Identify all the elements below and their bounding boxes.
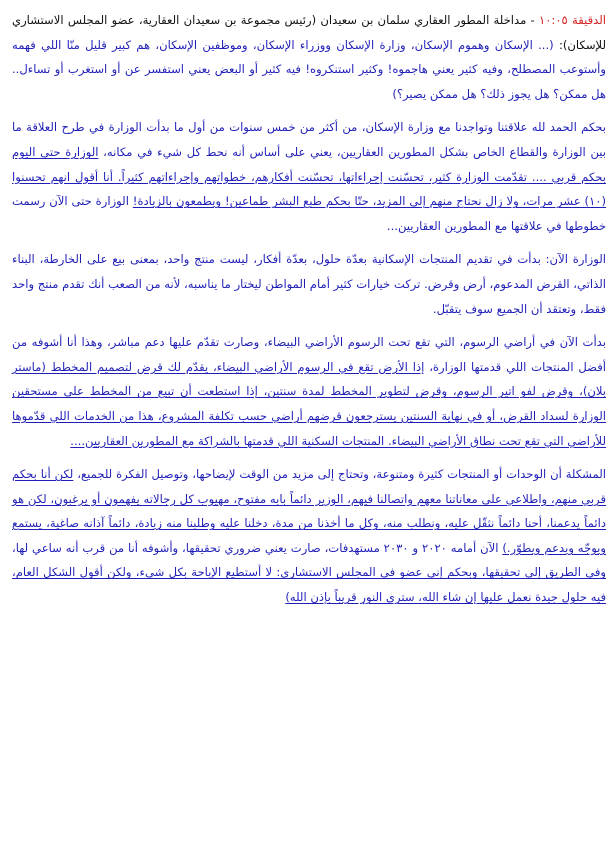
- paragraph-white-lands: [12, 330, 606, 453]
- paragraph-problem-text-a: المشكلة أن الوحدات أو المنتجات كثيرة ومتنوعة، وتحتاج إلى مزيد من الوقت لإيضاحها، وتوصيل الفكرة للجميع،: [73, 467, 606, 482]
- quote-opening: (... الإسكان وهموم الإسكان، وزارة الإسكان ووزراء الإسكان، وموظفين الإسكان، هم كبير قليل منّا اللي فهمه وأستوعب المصطلح، وفيه كثير يعني هاجموه! وكثير استنكروه! فيه كثير أو البعض يعني استفسر عن أو استغرب أو تساءل.. هل ممكن؟ هل يجوز ذلك؟ هل ممكن يصير؟): [12, 37, 606, 101]
- paragraph-white-lands-text-a: بدأت الآن في أراضي الرسوم، التي تقع تحت الرسوم الأراضي البيضاء، وصارت تقدّم عليها دعم مباشر، وهذا أنا أشوفه من أفضل المنتجات اللي قدمتها الوزارة،: [12, 335, 606, 374]
- paragraph-relationship-text-b: الوزارة حتى الآن رسمت خطوطها في علاقتها مع المطورين العقاريين...: [12, 194, 606, 233]
- paragraph-products-text: الوزارة الآن: بدأت في تقديم المنتجات الإسكانية بعدّة حلول، بعدّة أفكار، ليست منتج واحد، بمعنى بيع على الخارطة، البناء الذاتي، القرض المدعوم، أرض وقرض. تركت خيارات كثير أمام المواطن ليختار ما يناسبه، لأنه من الصعب أنك تقدم منتج واحد فقط، وتعتقد أن الجميع سوف يتقبّل.: [12, 252, 606, 316]
- paragraph-relationship-underlined: الوزارة حتى اليوم بحكم قربي .... تقدّمت الوزارة كثير، تحسّنت إجراءاتها، تحسّنت أفكارهم، خطواتهم وإجراءاتهم كثيراً. أنا أقول انهم تحسنوا (١٠) عشر مرات، ولا زال نحتاج منهم إلى المزيد، حتّا بحكم طبع البشر طماعين! ويطمعون بالزيادة!: [12, 144, 607, 209]
- speaker-intro: - مداخلة المطور العقاري سلمان بن سعيدان (رئيس مجموعة بن سعيدان العقارية، عضو المجلس الاستشاري للإسكان):: [12, 13, 606, 52]
- paragraph-white-lands-underlined: إذا الأرض تقع في الرسوم الأراضي البيضاء، يقدّم لك قرض لتصميم المخطط (ماستر بلان)، وقرض لفو اتير الرسوم، وقرض لتطوير المخطط لمدة سنتين، إذا استطعت أن تبيع من المخطط على مستحقين الوزارة لسداد القرض، أو في نهاية السنتين يسترجعون قرضهم أراضي حسب تكلفة المشروع، هذا من الخدمات اللي قدّموها للأراضي التي تقع تحت نطاق الأراضي البيضاء. المنتجات السكنية اللي قدمتها بالشراكة مع المطورين العقاريين....: [12, 359, 606, 448]
- paragraph-problem-underlined: لكن أنا بحكم قربي منهم، واطلاعي على معاناتنا معهم واتصالنا فيهم، الوزير دائماً بابه مفتوح، مهيوب كل رجالاته يفهمون أو يرغبون، لكن هو دائماً يدعمنا، أحنا دائماً نثقّل عليه، ونطلب منه، وكل ما أخذنا من مدة، دخلنا عليه وطلبنا منه زيادة، دائماً آذانه صاغية، يستمع ويوجّه ويدعم ويطوّر.): [12, 467, 607, 555]
- timestamp-label: الدقيقة ١٠:٠٥: [538, 13, 606, 27]
- paragraph-targets-underlined: وفي الطريق إلى تحقيقها، وبحكم إني عضو في المجلس الاستشاري: لا أستطيع الإباحة بكل شيء، ولكن أقول الشكل العام، فيه حلول جيدة نعمل عليها إن شاء الله، سترى النور قريباً بإذن الله): [12, 565, 606, 605]
- paragraph-relationship: [12, 115, 606, 238]
- paragraph-relationship-text-a: بحكم الحمد لله علاقتنا وتواجدنا مع وزارة الإسكان، من أكثر من خمس سنوات من أول ما بدأت الوزارة في طرح العلاقة ما بين الوزارة والقطاع الخاص بشكل المطورين العقاريين، يعني على أساس أنه نحط كل شيء في مكانه،: [12, 120, 606, 159]
- paragraph-intro: [12, 8, 606, 106]
- paragraph-targets-text: الآن أمامه ٢٠٢٠ و ٢٠٣٠ مستهدفات، صارت يعني ضروري تحقيقها، وأشوفه أنا من قرب أنه ساعي لها،: [12, 540, 499, 555]
- paragraph-problem: [12, 462, 606, 610]
- paragraph-products: [12, 247, 606, 321]
